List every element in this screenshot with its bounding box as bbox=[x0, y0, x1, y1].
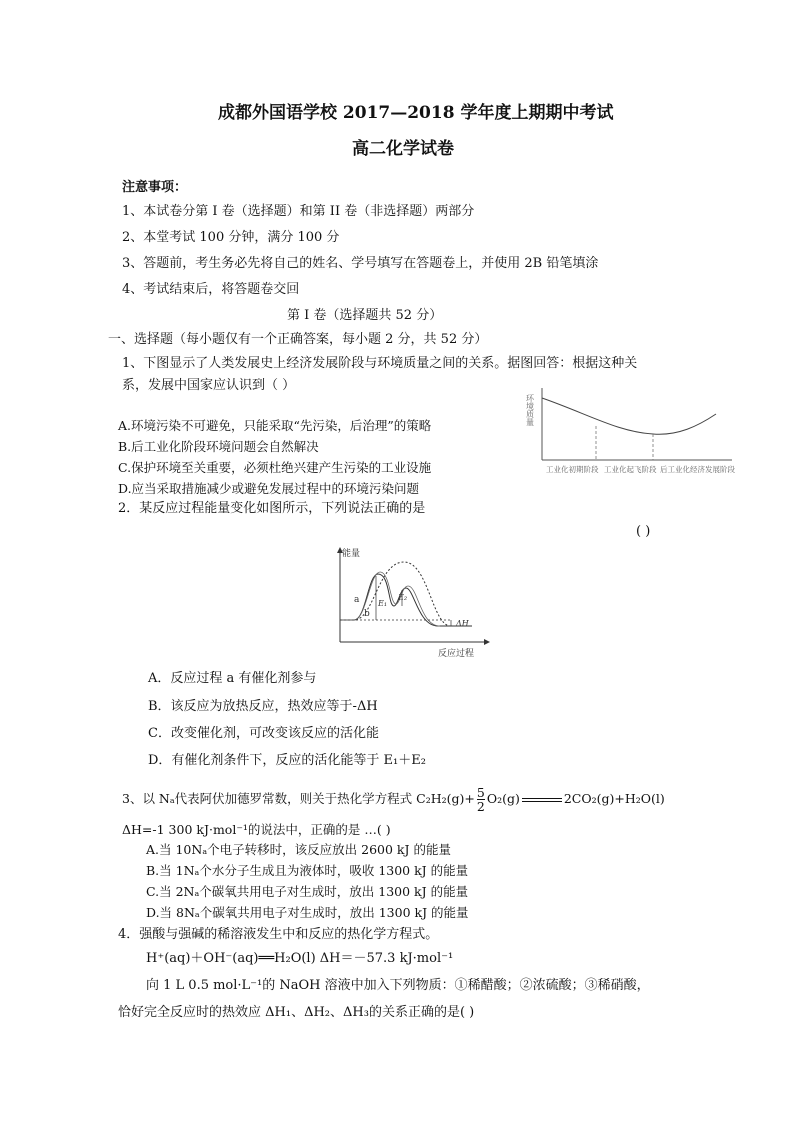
q1-y-label: 环境质量 bbox=[525, 394, 535, 426]
q2-label-e1: E₁ bbox=[378, 599, 388, 608]
q1-option-a: A.环境污染不可避免，只能采取“先污染，后治理”的策略 bbox=[118, 418, 432, 433]
q4-stem: 4．强酸与强碱的稀溶液发生中和反应的热化学方程式。 bbox=[118, 927, 439, 942]
q1-option-c: C.保护环境至关重要，必须杜绝兴建产生污染的工业设施 bbox=[118, 460, 432, 475]
q1-environment-curve-figure bbox=[525, 384, 735, 488]
q2-x-label: 反应过程 bbox=[438, 649, 475, 659]
q3-stem-part: 3、以 Nₐ代表阿伏加德罗常数，则关于热化学方程式 C₂H₂(g)+ bbox=[122, 791, 475, 806]
q3-stem-part: 2CO₂(g)+H₂O(l) bbox=[563, 791, 665, 806]
exam-subtitle: 高二化学试卷 bbox=[352, 139, 454, 159]
q2-answer-paren: ( ) bbox=[636, 524, 651, 539]
q1-option-d: D.应当采取措施减少或避免发展过程中的环境污染问题 bbox=[118, 481, 420, 496]
q2-label-b: b bbox=[364, 609, 370, 619]
q3-fraction bbox=[477, 786, 485, 813]
q1-stage-label: 后工业化经济发展阶段 bbox=[660, 465, 735, 474]
q1-stage-label: 工业化起飞阶段 bbox=[604, 465, 657, 474]
q2-label-a: a bbox=[354, 595, 360, 605]
q3-frac-den: 2 bbox=[476, 799, 485, 814]
q2-y-label: 能量 bbox=[342, 549, 361, 559]
q4-stem-line3: 向 1 L 0.5 mol·L⁻¹的 NaOH 溶液中加入下列物质：①稀醋酸；②浓硫酸；③稀硝酸， bbox=[146, 978, 650, 993]
section-heading: 一、选择题（每小题仅有一个正确答案，每小题 2 分，共 52 分） bbox=[108, 332, 488, 347]
exam-title: 成都外国语学校 2017—2018 学年度上期期中考试 bbox=[218, 103, 614, 123]
note-item: 1、本试卷分第 I 卷（选择题）和第 II 卷（非选择题）两部分 bbox=[122, 204, 475, 219]
q2-energy-diagram bbox=[326, 544, 496, 660]
q1-stem: 1、下图显示了人类发展史上经济发展阶段与环境质量之间的关系。据图回答：根据这种关 bbox=[122, 356, 638, 371]
note-item: 3、答题前，考生务必先将自己的姓名、学号填写在答题卷上，并使用 2B 铅笔填涂 bbox=[122, 256, 599, 271]
q3-stem bbox=[122, 786, 665, 813]
q1-stem-cont: 系，发展中国家应认识到（ ） bbox=[122, 378, 296, 393]
q1-option-b: B.后工业化阶段环境问题会自然解决 bbox=[118, 439, 319, 454]
q3-stem-cont: ΔH=-1 300 kJ·mol⁻¹的说法中，正确的是 …( ) bbox=[122, 822, 391, 837]
q3-option-b: B.当 1Nₐ个水分子生成且为液体时，吸收 1300 kJ 的能量 bbox=[146, 863, 469, 878]
q3-option-d: D.当 8Nₐ个碳氧共用电子对生成时，放出 1300 kJ 的能量 bbox=[146, 905, 469, 920]
q2-option-d: D．有催化剂条件下，反应的活化能等于 E₁＋E₂ bbox=[148, 753, 426, 768]
q2-option-c: C．改变催化剂，可改变该反应的活化能 bbox=[148, 726, 379, 741]
q4-equation: H⁺(aq)＋OH⁻(aq)══H₂O(l) ΔH＝－57.3 kJ·mol⁻¹ bbox=[146, 951, 454, 966]
q2-option-a: A．反应过程 a 有催化剂参与 bbox=[148, 671, 317, 686]
q2-option-b: B．该反应为放热反应，热效应等于-ΔH bbox=[148, 699, 378, 714]
q3-equilibrium-arrow bbox=[522, 796, 562, 804]
q1-stage-label: 工业化初期阶段 bbox=[546, 465, 599, 474]
note-item: 2、本堂考试 100 分钟，满分 100 分 bbox=[122, 230, 340, 245]
q2-label-e2: E₂ bbox=[398, 593, 408, 602]
q3-option-c: C.当 2Nₐ个碳氧共用电子对生成时，放出 1300 kJ 的能量 bbox=[146, 884, 469, 899]
q3-frac-num: 5 bbox=[476, 785, 485, 800]
q4-stem-line4: 恰好完全反应时的热效应 ΔH₁、ΔH₂、ΔH₃的关系正确的是( ) bbox=[118, 1005, 475, 1020]
note-item: 4、考试结束后，将答题卷交回 bbox=[122, 282, 300, 297]
q3-option-a: A.当 10Nₐ个电子转移时，该反应放出 2600 kJ 的能量 bbox=[146, 842, 451, 857]
notes-heading: 注意事项： bbox=[122, 180, 188, 195]
part1-title: 第 I 卷（选择题共 52 分） bbox=[287, 308, 443, 323]
q2-label-dh: ΔH bbox=[456, 619, 469, 628]
q3-stem-part: O₂(g) bbox=[486, 791, 520, 806]
q2-stem: 2．某反应过程能量变化如图所示，下列说法正确的是 bbox=[118, 501, 426, 516]
